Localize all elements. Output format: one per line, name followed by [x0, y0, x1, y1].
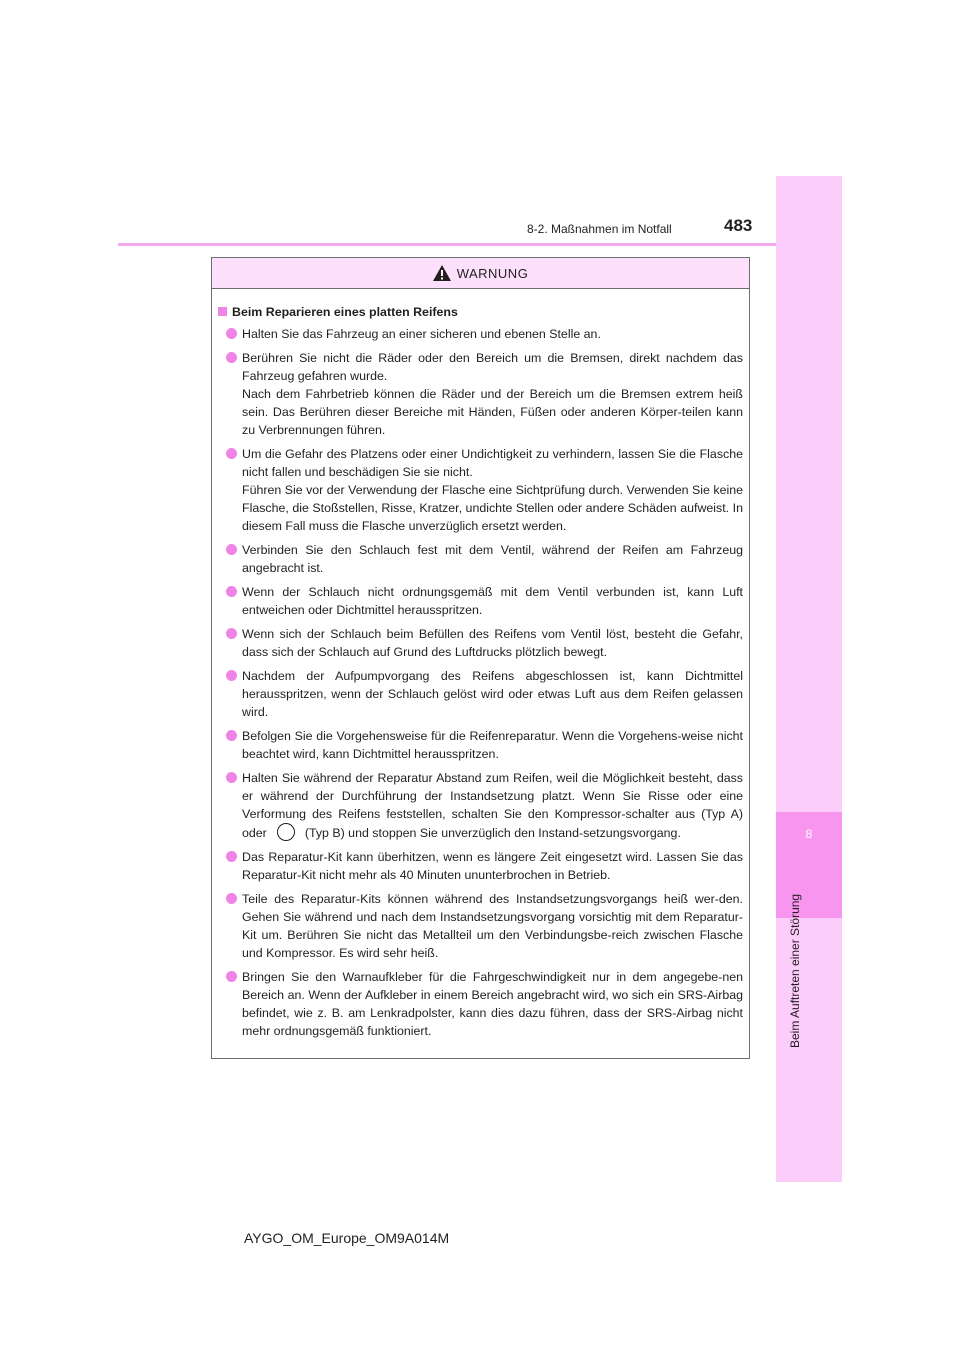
bullet-dot-icon [226, 851, 237, 862]
section-title-text: Beim Reparieren eines platten Reifens [232, 305, 458, 319]
warning-body [212, 289, 749, 1040]
warning-triangle-icon [433, 265, 451, 281]
warning-item [218, 583, 743, 619]
square-bullet-icon [218, 307, 227, 316]
bullet-dot-icon [226, 352, 237, 363]
bullet-dot-icon [226, 772, 237, 783]
warning-item [218, 349, 743, 439]
warning-item-text: Bringen Sie den Warnaufkleber für die Fahrgeschwindigkeit nur in dem angegebe-nen Bereich an. Wenn der Aufkleber in einem Bereich angebracht wird, wo sich ein SRS-Airbag befindet, wie z. B. am Lenkradpolster, kann dies dazu führen, dass der SRS-Airbag nicht mehr ordnungsgemäß funktioniert. [242, 970, 743, 1038]
chapter-number: 8 [805, 827, 813, 841]
section-heading: 8-2. Maßnahmen im Notfall [527, 222, 672, 236]
bullet-dot-icon [226, 328, 237, 339]
chapter-side-tab [776, 176, 842, 1182]
warning-item [218, 968, 743, 1040]
warning-item [218, 625, 743, 661]
warning-header [212, 258, 749, 289]
bullet-dot-icon [226, 586, 237, 597]
warning-item [218, 727, 743, 763]
header-divider [118, 243, 784, 246]
bullet-dot-icon [226, 448, 237, 459]
chapter-label: Beim Auftreten einer Störung [788, 893, 802, 1048]
warning-items-after [218, 848, 743, 1040]
bullet-dot-icon [226, 544, 237, 555]
warning-item-text: Nachdem der Aufpumpvorgang des Reifens abgeschlossen ist, kann Dichtmittel herausspritzen, wenn der Schlauch gelöst wird oder etwas Luft aus dem Reifen gelassen wird. [242, 669, 743, 719]
compressor-text-after: (Typ B) und stoppen Sie unverzüglich den Instand-setzungsvorgang. [304, 826, 681, 840]
document-code: AYGO_OM_Europe_OM9A014M [244, 1230, 450, 1246]
warning-item-text: Das Reparatur-Kit kann überhitzen, wenn es längere Zeit eingesetzt wird. Lassen Sie das Reparatur-Kit nicht mehr als 40 Minuten ununterbrochen in Betrieb. [242, 850, 743, 882]
warning-item-text: Wenn der Schlauch nicht ordnungsgemäß mit dem Ventil verbunden ist, kann Luft entweichen oder Dichtmittel herausspritzen. [242, 585, 743, 617]
bullet-dot-icon [226, 730, 237, 741]
warning-item-text: Befolgen Sie die Vorgehensweise für die Reifenreparatur. Wenn die Vorgehens-weise nicht beachtet wird, kann Dichtmittel herausspritzen. [242, 729, 743, 761]
compressor-text-before: Halten Sie während der Reparatur Abstand zum Reifen, weil die Möglichkeit besteht, dass er während der Durchführung der Instandsetzung platzt. Wenn Sie Risse oder eine Verformung des Reifens feststellen, schalten Sie den Kompressor-schalter aus (Typ A) oder [242, 771, 743, 840]
bullet-dot-icon [226, 971, 237, 982]
warning-item-text: Um die Gefahr des Platzens oder einer Undichtigkeit zu verhindern, lassen Sie die Flasche nicht fallen und beschädigen Sie sie nicht. [242, 447, 743, 479]
warning-items [218, 325, 743, 763]
warning-item-compressor [218, 769, 743, 842]
warning-item-text: Führen Sie vor der Verwendung der Flasche eine Sichtprüfung durch. Verwenden Sie keine Flasche, die Stoßstellen, Risse, Kratzer, undichte Stellen oder andere Schäden aufweist. In diesem Fall muss die Flasche unverzüglich ersetzt werden. [242, 483, 743, 533]
power-switch-icon [277, 823, 295, 841]
warning-title: WARNUNG [456, 265, 529, 281]
bullet-dot-icon [226, 893, 237, 904]
warning-item-text: Verbinden Sie den Schlauch fest mit dem Ventil, während der Reifen am Fahrzeug angebracht ist. [242, 543, 743, 575]
warning-item-text: Halten Sie das Fahrzeug an einer sicheren und ebenen Stelle an. [242, 327, 601, 341]
bullet-dot-icon [226, 628, 237, 639]
warning-box [211, 257, 750, 1059]
bullet-dot-icon [226, 670, 237, 681]
warning-item [218, 445, 743, 535]
warning-item-text: Berühren Sie nicht die Räder oder den Bereich um die Bremsen, direkt nachdem das Fahrzeug gefahren wurde. [242, 351, 743, 383]
warning-item-text: Wenn sich der Schlauch beim Befüllen des Reifens vom Ventil löst, besteht die Gefahr, dass sich der Schlauch auf Grund des Luftdrucks plötzlich bewegt. [242, 627, 743, 659]
warning-item [218, 541, 743, 577]
warning-item-text: Nach dem Fahrbetrieb können die Räder und der Bereich um die Bremsen extrem heiß sein. Das Berühren dieser Bereiche mit Händen, Füßen oder anderen Körper-teilen kann zu Verbrennungen führen. [242, 387, 743, 437]
warning-item [218, 667, 743, 721]
page-number: 483 [724, 216, 753, 235]
section-title [218, 303, 743, 321]
warning-item-text: Teile des Reparatur-Kits können während des Instandsetzungsvorgangs heiß wer-den. Gehen Sie während und nach dem Instandsetzungsvorgang vorsichtig mit dem Reparatur-Kit um. Berühren Sie nicht das Metallteil um den Verbindungsbe-reich zwischen Flasche und Kompressor. Es wird sehr heiß. [242, 892, 743, 960]
warning-item [218, 848, 743, 884]
warning-item [218, 325, 743, 343]
warning-item [218, 890, 743, 962]
